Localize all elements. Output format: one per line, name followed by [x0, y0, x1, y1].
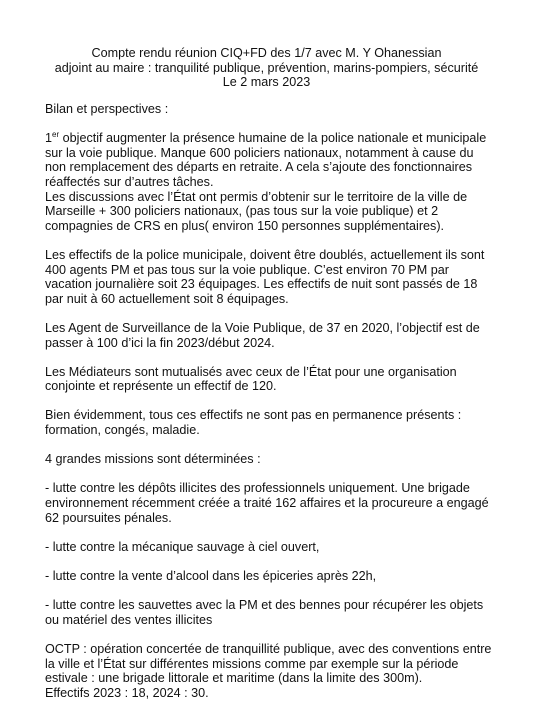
- document-header: [0, 46, 533, 90]
- header-subtitle: adjoint au maire : tranquilité publique, prévention, marins-pompiers, sécurité: [54, 60, 479, 75]
- paragraph-effectifs: Bien évidemment, tous ces effectifs ne sont pas en permanence présents : formation, congés, maladie.: [45, 408, 462, 438]
- paragraph-objective-1: [45, 131, 495, 233]
- mission-item-1: - lutte contre les dépôts illicites des professionnels uniquement. Une brigade environnement récemment créée a traité 162 affaires et la procureure a engagé 62 poursuites pénales.: [45, 481, 489, 525]
- missions-heading: 4 grandes missions sont déterminées :: [45, 452, 261, 467]
- octp-effectifs: Effectifs 2023 : 18, 2024 : 30.: [45, 685, 209, 700]
- objective-ordinal: er: [52, 130, 60, 139]
- paragraph-police-municipale: Les effectifs de la police municipale, doivent être doublés, actuellement ils sont 400 agents PM et pas tous sur la voie publique. C’est environ 70 PM par vacation journalière soit 23 équipages. Les effectifs de nuit sont passés de 18 par nuit à 60 actuellement soit 8 équipages.: [45, 247, 485, 306]
- document-body: [45, 102, 495, 715]
- header-title: Compte rendu réunion CIQ+FD des 1/7 avec M. Y Ohanessian: [91, 46, 442, 60]
- objective-number: 1: [45, 131, 53, 146]
- paragraph-octp: [45, 642, 495, 700]
- mission-item-4: - lutte contre les sauvettes avec la PM et des bennes pour récupérer les objets ou matériel des ventes illicites: [45, 598, 484, 627]
- objective-discussions: Les discussions avec l’État ont permis d’obtenir sur le territoire de la ville de Marseille + 300 policiers nationaux, (pas tous sur la voie publique) et 2 compagnies de CRS en plus( environ 150 personnes supplémentaires).: [45, 189, 468, 233]
- header-date: Le 2 mars 2023: [222, 75, 311, 90]
- paragraph-mediateurs: Les Médiateurs sont mutualisés avec ceux de l’État pour une organisation conjointe et représente un effectif de 120.: [45, 364, 457, 394]
- octp-text: OCTP : opération concertée de tranquillité publique, avec des conventions entre la ville et l’État sur différentes missions comme par exemple sur la période estivale : une brigade littorale et maritime (dans la limite des 300m).: [45, 641, 492, 686]
- objective-text: objectif augmenter la présence humaine de la police nationale et municipale sur la voie publique. Manque 600 policiers nationaux, notamment à cause du non remplacement des départs en retraite. A cela s’ajoute des fonctionnaires réaffectés sur d’autres tâches.: [45, 131, 487, 189]
- mission-item-3: - lutte contre la vente d’alcool dans les épiceries après 22h,: [45, 569, 377, 583]
- section-heading-bilan: Bilan et perspectives :: [45, 102, 169, 116]
- paragraph-asvp: Les Agent de Surveillance de la Voie Publique, de 37 en 2020, l’objectif est de passer à 100 d’ici la fin 2023/début 2024.: [45, 320, 480, 350]
- mission-item-2: - lutte contre la mécanique sauvage à ciel ouvert,: [45, 539, 320, 554]
